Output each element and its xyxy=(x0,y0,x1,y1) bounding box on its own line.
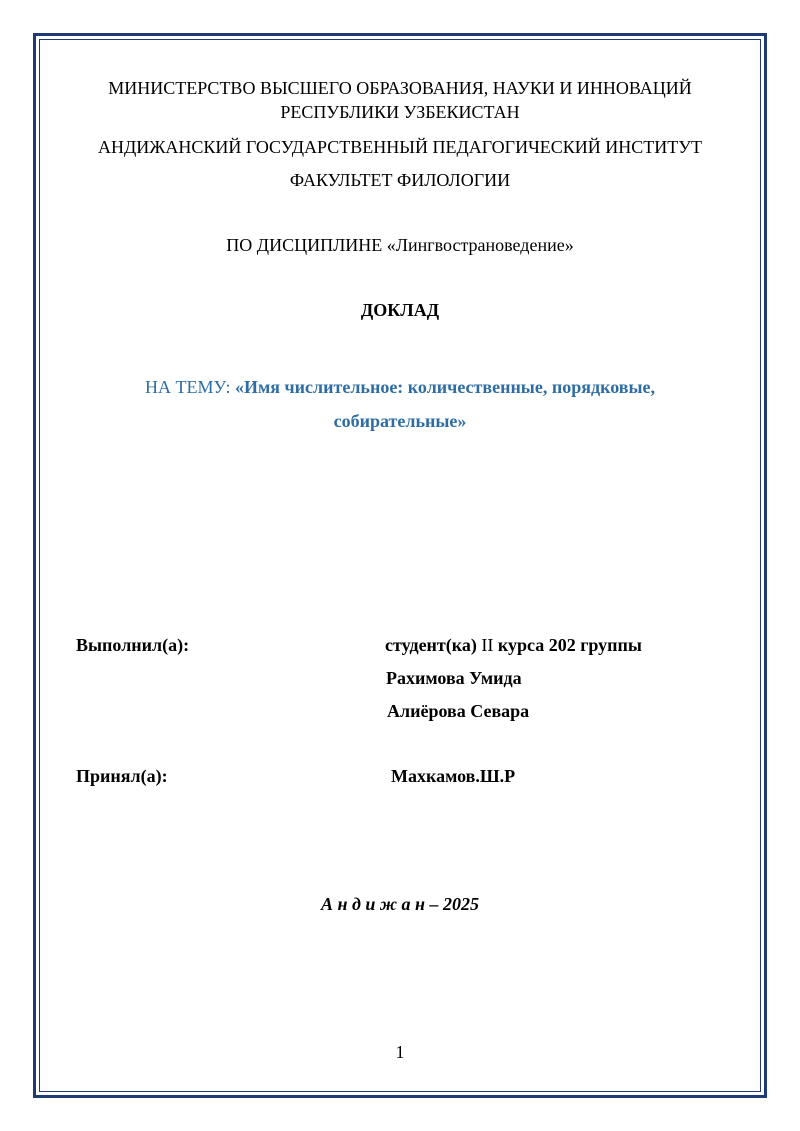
city-year: А н д и ж а н – 2025 xyxy=(320,894,480,914)
student-suffix: курса 202 группы xyxy=(493,635,642,655)
performed-label: Выполнил(а): xyxy=(76,635,190,655)
student-name-1: Рахимова Умида xyxy=(386,668,522,688)
student-info xyxy=(385,633,642,657)
page-number: 1 xyxy=(395,1042,405,1062)
discipline-line: ПО ДИСЦИПЛИНЕ «Лингвострановедение» xyxy=(226,235,574,255)
course-number: II xyxy=(481,635,494,655)
accepted-label: Принял(а): xyxy=(76,766,168,786)
report-title: ДОКЛАД xyxy=(360,300,440,320)
topic-line-1 xyxy=(60,375,740,399)
student-prefix: студент(ка) xyxy=(385,635,482,655)
faculty-heading: ФАКУЛЬТЕТ ФИЛОЛОГИИ xyxy=(289,170,511,190)
teacher-name: Махкамов.Ш.Р xyxy=(391,766,516,786)
institute-heading: АНДИЖАНСКИЙ ГОСУДАРСТВЕННЫЙ ПЕДАГОГИЧЕСКИЙ ИНСТИТУТ xyxy=(97,137,703,157)
student-name-2: Алиёрова Севара xyxy=(387,701,530,721)
topic-prefix: НА ТЕМУ: xyxy=(144,377,236,397)
topic-title-part-2: собирательные» xyxy=(333,411,467,431)
page-border-inner xyxy=(39,39,761,1092)
ministry-heading: МИНИСТЕРСТВО ВЫСШЕГО ОБРАЗОВАНИЯ, НАУКИ И ИННОВАЦИЙ РЕСПУБЛИКИ УЗБЕКИСТАН xyxy=(108,78,692,122)
topic-title-part-1: «Имя числительное: количественные, порядковые, xyxy=(235,377,656,397)
